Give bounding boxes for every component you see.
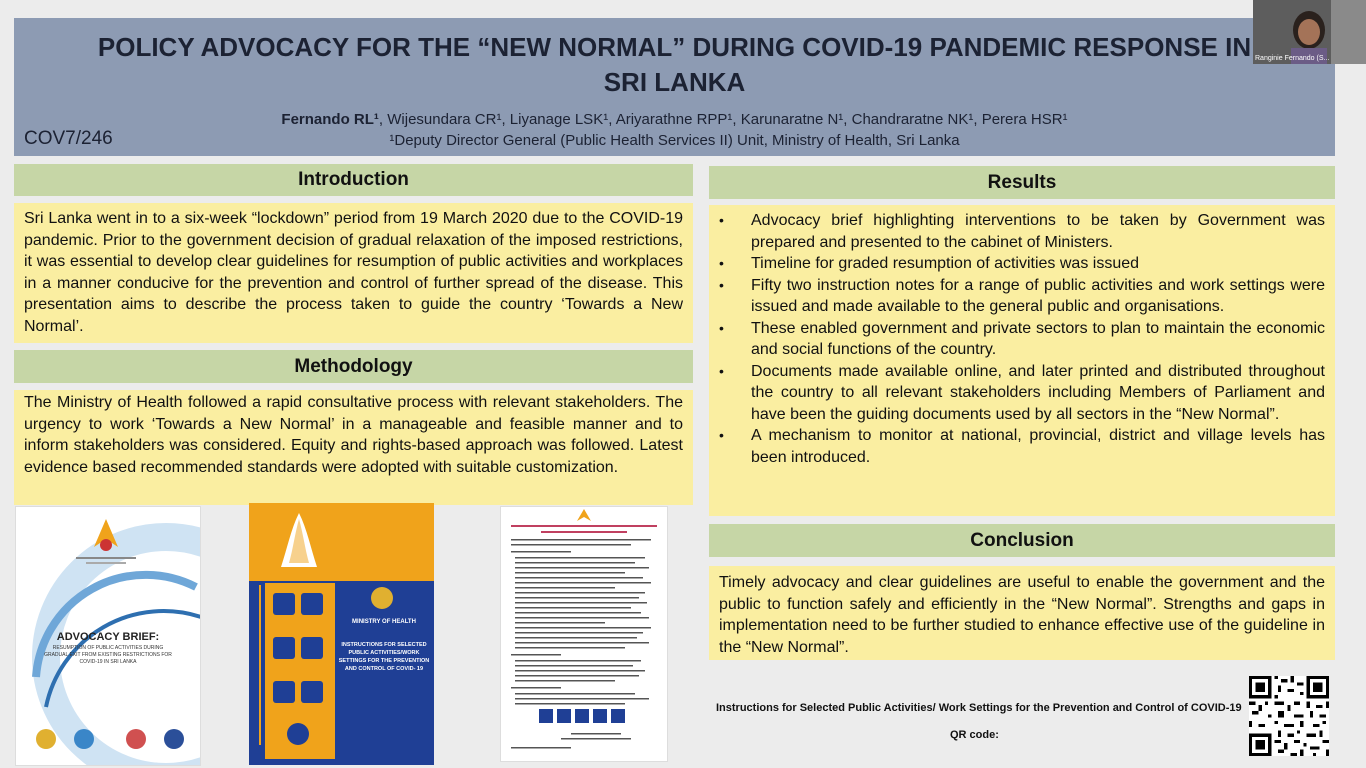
cough-icon: [301, 637, 323, 659]
title-line-1: POLICY ADVOCACY FOR THE “NEW NORMAL” DURING COVID-19 PANDEMIC RESPONSE IN: [97, 32, 1252, 62]
results-item: • A mechanism to monitor at national, provincial, district and village levels has been introduced.: [709, 425, 1325, 468]
who-logo-icon: [74, 729, 94, 749]
clock-icon: [287, 723, 309, 745]
emblem-icon: [36, 729, 56, 749]
introduction-text: Sri Lanka went in to a six-week “lockdown” period from 19 March 2020 due to the COVID-19 pandemic. Prior to the government decision of gradual relaxation of the imposed restrictions, it was essential to develop clear guidelines for resumption of public activities and workplaces in a manner conducive for the prevention and control of further spread of the disease. This presentation aims to describe the process taken to guide the country ‘Towards a New Normal’.: [14, 203, 693, 343]
advocacy-brief-subtitle: RESUMPTION OF PUBLIC ACTIVITIES DURING GRADUAL EXIT FROM EXISTING RESTRICTIONS FOR COVID-19 IN SRI LANKA: [44, 645, 172, 665]
results-item: • Timeline for graded resumption of activities was issued: [709, 253, 1325, 275]
conclusion-heading: Conclusion: [709, 524, 1335, 557]
praying-hands-icon: [271, 509, 327, 575]
methodology-text: The Ministry of Health followed a rapid consultative process with relevant stakeholders. The urgency to work ‘Towards a New Normal’ in a manageable and feasible manner and to inform stakeholders was considered. Equity and rights-based approach was followed. Latest evidence based recommended standards were adopted with suitable customization.: [14, 390, 693, 505]
methodology-heading: Methodology: [14, 350, 693, 383]
qr-caption: Instructions for Selected Public Activities/ Work Settings for the Prevention and Control of COVID-19: [716, 702, 1242, 714]
national-emblem-icon: [371, 587, 393, 609]
partner-logo-icon: [164, 729, 184, 749]
results-list: [709, 210, 1325, 468]
poster-title: [14, 30, 1335, 100]
introduction-heading: Introduction: [14, 164, 693, 196]
results-item: • These enabled government and private sectors to plan to maintain the economic and social functions of the country.: [709, 318, 1325, 361]
lamp-flame-icon: [100, 539, 112, 551]
affiliation: ¹Deputy Director General (Public Health Services II) Unit, Ministry of Health, Sri Lanka: [389, 132, 960, 149]
advocacy-brief-title: ADVOCACY BRIEF:: [56, 631, 160, 643]
ministry-label: MINISTRY OF HEALTH: [352, 619, 416, 625]
instructions-cover-image: [249, 503, 434, 765]
results-item: • Advocacy brief highlighting interventions to be taken by Government was prepared and presented to the cabinet of Ministers.: [709, 210, 1325, 253]
unicef-logo-icon: [126, 729, 146, 749]
lead-author: Fernando RL¹: [281, 111, 379, 128]
conclusion-text: Timely advocacy and clear guidelines are useful to enable the government and the public to function safely and efficiently in the “New Normal”. Strengths and gaps in implementation need to be further studied to enhance effective use of the guideline in the “New Normal”.: [709, 566, 1335, 660]
participant-name: Ranginie Fernando (S...: [1255, 55, 1330, 62]
instructions-title: INSTRUCTIONS FOR SELECTED PUBLIC ACTIVITIES/WORK SETTINGS FOR THE PREVENTION AND CONTROL OF COVID- 19: [338, 642, 430, 672]
mask-icon: [273, 593, 295, 615]
qr-code-icon: [1249, 676, 1329, 756]
advocacy-brief-cover-image: [15, 506, 201, 766]
poster-code: COV7/246: [24, 128, 113, 149]
handwash-icon: [301, 593, 323, 615]
lamp-icon: [577, 509, 591, 521]
instruction-page-graphic: [501, 507, 667, 761]
webcam-thumbnail[interactable]: [1253, 0, 1366, 64]
results-body: [709, 205, 1335, 516]
results-item: • Fifty two instruction notes for a range of public activities and work settings were issued and made available to the general public and organisations.: [709, 275, 1325, 318]
no-touch-icon: [301, 681, 323, 703]
sanitizer-icon: [273, 681, 295, 703]
results-item: • Documents made available online, and later printed and distributed throughout the country to all relevant stakeholders including Members of Parliament and have been the guiding documents used by all sectors in the “New Normal”.: [709, 361, 1325, 426]
instruction-page-image: [500, 506, 668, 762]
other-authors: , Wijesundara CR¹, Liyanage LSK¹, Ariyarathne RPP¹, Karunaratne N¹, Chandraratne NK¹, Perera HSR¹: [378, 111, 1068, 128]
qr-label: QR code:: [950, 729, 999, 741]
poster-header: [14, 18, 1335, 156]
authors: [14, 111, 1335, 128]
results-heading: Results: [709, 166, 1335, 199]
distance-icon: [273, 637, 295, 659]
title-line-2: SRI LANKA: [603, 67, 746, 97]
